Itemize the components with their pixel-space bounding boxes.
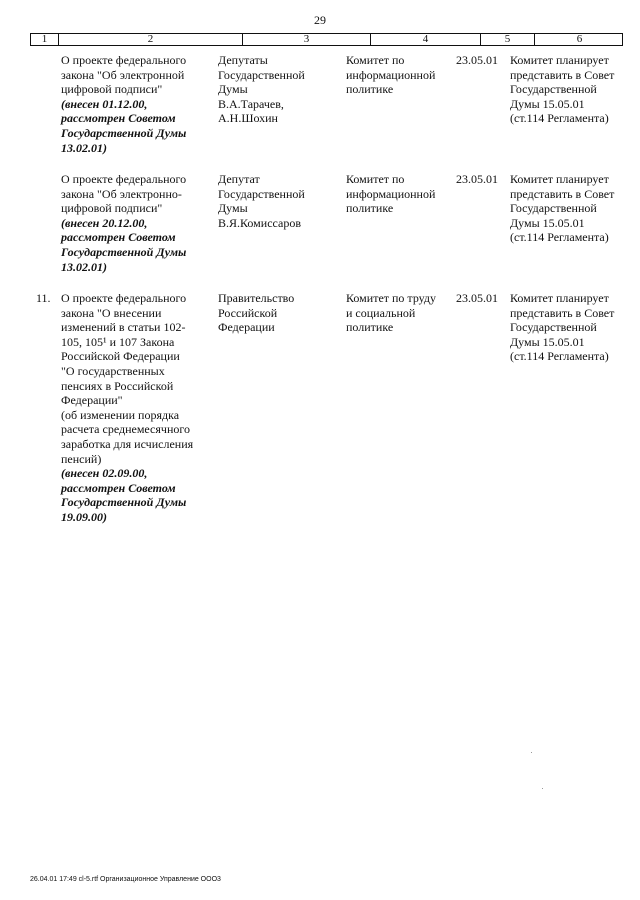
- text-line: О проекте федерального: [61, 172, 187, 186]
- text-line: Комитет планирует: [510, 53, 609, 67]
- bill-title-cell: [61, 172, 186, 274]
- text-line: закона "Об электронно-: [61, 186, 182, 201]
- scan-speck: [531, 752, 532, 753]
- note-line: рассмотрен Советом: [61, 111, 176, 126]
- note-line: 13.02.01): [61, 259, 107, 274]
- text-line: Думы 15.05.01: [510, 96, 585, 111]
- text-line: В.А.Тарачев,: [218, 96, 284, 111]
- date-cell: 23.05.01: [456, 53, 498, 67]
- text-line: Думы 15.05.01: [510, 215, 585, 230]
- text-line: (об изменении порядка: [61, 407, 180, 422]
- text-line: "О государственных: [61, 363, 165, 378]
- text-line: цифровой подписи": [61, 201, 163, 216]
- text-line: Государственной: [218, 186, 305, 201]
- text-line: (ст.114 Регламента): [510, 349, 609, 364]
- text-line: и социальной: [346, 305, 416, 320]
- text-line: (ст.114 Регламента): [510, 111, 609, 126]
- text-line: представить в Совет: [510, 67, 615, 82]
- table-header-row: [30, 33, 623, 46]
- text-line: Думы 15.05.01: [510, 334, 585, 349]
- text-line: А.Н.Шохин: [218, 111, 278, 126]
- text-line: Государственной: [510, 320, 597, 335]
- plan-cell: [510, 172, 614, 245]
- text-line: 105, 105¹ и 107 Закона: [61, 334, 175, 349]
- text-line: Комитет по труду: [346, 291, 437, 305]
- bill-title-cell: [61, 291, 193, 525]
- note-line: Государственной Думы: [61, 125, 187, 140]
- text-line: Комитет по: [346, 53, 405, 67]
- plan-cell: [510, 53, 614, 126]
- text-line: политике: [346, 82, 394, 97]
- text-line: В.Я.Комиссаров: [218, 215, 301, 230]
- text-line: политике: [346, 201, 394, 216]
- note-line: (внесен 01.12.00,: [61, 96, 148, 111]
- text-line: пенсий): [61, 451, 102, 466]
- column-number-6: 6: [576, 33, 583, 45]
- author-cell: [218, 172, 305, 230]
- row-number: 11.: [36, 291, 51, 305]
- text-line: закона "Об электронной: [61, 67, 185, 82]
- text-line: представить в Совет: [510, 186, 615, 201]
- text-line: Комитет планирует: [510, 172, 609, 186]
- author-cell: [218, 291, 294, 335]
- text-line: Правительство: [218, 291, 295, 305]
- text-line: информационной: [346, 67, 436, 82]
- note-line: рассмотрен Советом: [61, 480, 176, 495]
- column-number-4: 4: [371, 34, 481, 45]
- date-cell: 23.05.01: [456, 172, 498, 186]
- page-number: 29: [314, 13, 326, 27]
- plan-cell: [510, 291, 614, 364]
- text-line: Государственной: [510, 82, 597, 97]
- text-line: закона "О внесении: [61, 305, 162, 320]
- note-line: Государственной Думы: [61, 244, 187, 259]
- text-line: (ст.114 Регламента): [510, 230, 609, 245]
- text-line: Государственной: [218, 67, 305, 82]
- column-number-2: 2: [59, 34, 243, 45]
- note-line: (внесен 20.12.00,: [61, 215, 148, 230]
- committee-cell: [346, 291, 436, 335]
- text-line: Комитет по: [346, 172, 405, 186]
- column-number-1: 1: [31, 34, 59, 45]
- text-line: Комитет планирует: [510, 291, 609, 305]
- text-line: Российской Федерации: [61, 349, 180, 364]
- author-cell: [218, 53, 305, 126]
- text-line: политике: [346, 320, 394, 335]
- text-line: Депутат: [218, 172, 260, 186]
- text-line: Российской: [218, 305, 278, 320]
- note-line: 19.09.00): [61, 509, 107, 524]
- text-line: Федерации": [61, 393, 123, 408]
- text-line: изменений в статьи 102-: [61, 320, 186, 335]
- text-line: Думы: [218, 201, 248, 216]
- note-line: Государственной Думы: [61, 495, 187, 510]
- column-number-3: 3: [243, 34, 371, 45]
- text-line: информационной: [346, 186, 436, 201]
- note-line: (внесен 02.09.00,: [61, 466, 148, 481]
- bill-title-cell: [61, 53, 186, 155]
- text-line: О проекте федерального: [61, 291, 187, 305]
- scan-speck: [542, 788, 543, 789]
- date-cell: 23.05.01: [456, 291, 498, 305]
- text-line: представить в Совет: [510, 305, 615, 320]
- committee-cell: [346, 172, 435, 216]
- text-line: Депутаты: [218, 53, 268, 67]
- note-line: 13.02.01): [61, 140, 107, 155]
- text-line: Думы: [218, 82, 248, 97]
- committee-cell: [346, 53, 435, 97]
- text-line: пенсиях в Российской: [61, 378, 174, 393]
- footer-print-info: 26.04.01 17:49 cl-5.rtf Организационное Управление ООО3: [30, 876, 221, 883]
- text-line: Федерации: [218, 320, 275, 335]
- text-line: расчета среднемесячного: [61, 422, 190, 437]
- text-line: Государственной: [510, 201, 597, 216]
- text-line: О проекте федерального: [61, 53, 187, 67]
- text-line: заработка для исчисления: [61, 436, 194, 451]
- note-line: рассмотрен Советом: [61, 230, 176, 245]
- text-line: цифровой подписи": [61, 82, 163, 97]
- column-number-5: 5: [481, 34, 535, 45]
